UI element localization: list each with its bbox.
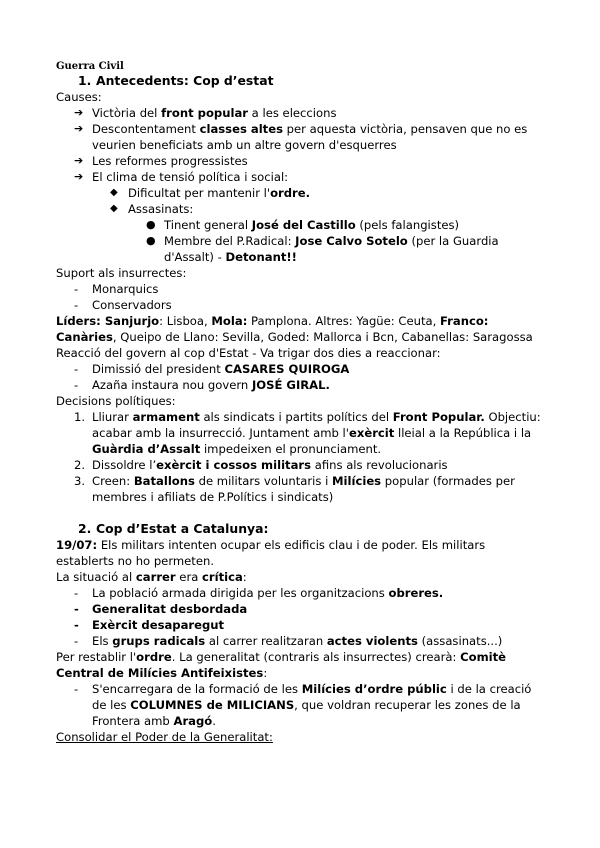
dash-icon: - (74, 602, 79, 616)
situation-item: - La població armada dirigida per les organitzacions obreres. (74, 586, 444, 600)
support-label: Suport als insurrectes: (56, 266, 187, 280)
date-paragraph: 19/07: Els militars intenten ocupar els edificis clau i de poder. Els militars establerts no ho permeten. (56, 538, 486, 568)
dash-icon: - (74, 298, 79, 312)
restore-item: - S'encarregara de la formació de les Milícies d’ordre públic i de la creació de les COLUMNES de MILICIANS, que voldran recuperar les zones de la Frontera amb Aragó. (74, 682, 532, 728)
support-item: - Monarquics (74, 282, 159, 296)
dash-icon: - (74, 618, 79, 632)
cause-item: ➔ Descontentament classes altes per aquesta victòria, pensaven que no es veurien beneficiats amb un altre govern d'esquerres (74, 122, 528, 152)
diamond-icon: ◆ (110, 187, 118, 198)
decision-item: 1. Lliurar armament als sindicats i partits polítics del Front Popular. Objectiu: acabar amb la insurrecció. Juntament amb l'exèrcit lleial a la República i la Guàrdia d’Assalt impedeixen el pronunciament. (74, 410, 541, 456)
subsub-item: ● Tinent general José del Castillo (pels falangistes) (146, 218, 460, 232)
bullet-icon: ● (146, 234, 156, 247)
restore-paragraph: Per restablir l'ordre. La generalitat (contraris als insurrectes) crearà: Comitè Central de Milícies Antifeixistes: (56, 650, 507, 680)
cause-item: ➔ Victòria del front popular a les eleccions (74, 106, 337, 120)
sub-item: ◆ Assasinats: (110, 202, 194, 216)
dash-icon: - (74, 682, 79, 696)
subsub-item: ● Membre del P.Radical: Jose Calvo Sotelo (per la Guardia d'Assalt) - Detonant!! (146, 234, 499, 264)
reaction-label: Reacció del govern al cop d'Estat - Va trigar dos dies a reaccionar: (56, 346, 441, 360)
decision-item: 2. Dissoldre l’exèrcit i cossos militars afins als revolucionaris (74, 458, 448, 472)
dash-icon: - (74, 634, 79, 648)
document-page (56, 60, 546, 745)
cause-item: ➔ Les reformes progressistes (74, 154, 248, 168)
situation-item: - Exèrcit desaparegut (74, 618, 225, 632)
arrow-icon: ➔ (74, 170, 84, 183)
arrow-icon: ➔ (74, 106, 84, 119)
situation-item: - Els grups radicals al carrer realitzaran actes violents (assasinats...) (74, 634, 503, 648)
situation-item: - Generalitat desbordada (74, 602, 248, 616)
situation-label: La situació al carrer era crítica: (56, 570, 247, 584)
dash-icon: - (74, 586, 79, 600)
document-title: Guerra Civil (56, 61, 124, 72)
reaction-item: - Azaña instaura nou govern JOSÉ GIRAL. (74, 378, 330, 392)
causes-label: Causes: (56, 90, 102, 104)
diamond-icon: ◆ (110, 203, 118, 214)
section-1-heading: 1. Antecedents: Cop d’estat (78, 73, 274, 88)
decisions-label: Decisions polítiques: (56, 394, 176, 408)
support-item: - Conservadors (74, 298, 172, 312)
leaders-paragraph: Líders: Sanjurjo: Lisboa, Mola: Pamplona. Altres: Yagüe: Ceuta, Franco: Canàries, Queipo de Llano: Sevilla, Goded: Mallorca i Bcn, Cabanellas: Saragossa (56, 314, 533, 344)
dash-icon: - (74, 378, 79, 392)
arrow-icon: ➔ (74, 154, 84, 167)
consolidate-heading: Consolidar el Poder de la Generalitat: (56, 730, 273, 744)
sub-item: ◆ Dificultat per mantenir l'ordre. (110, 186, 311, 200)
bullet-icon: ● (146, 218, 156, 231)
decision-item: 3. Creen: Batallons de militars voluntaris i Milícies popular (formades per membres i afiliats de P.Polítics i sindicats) (74, 474, 515, 504)
reaction-item: - Dimissió del president CASARES QUIROGA (74, 362, 350, 376)
dash-icon: - (74, 282, 79, 296)
arrow-icon: ➔ (74, 122, 84, 135)
dash-icon: - (74, 362, 79, 376)
cause-item: ➔ El clima de tensió política i social: (74, 170, 289, 184)
section-2-heading: 2. Cop d’Estat a Catalunya: (78, 521, 269, 536)
